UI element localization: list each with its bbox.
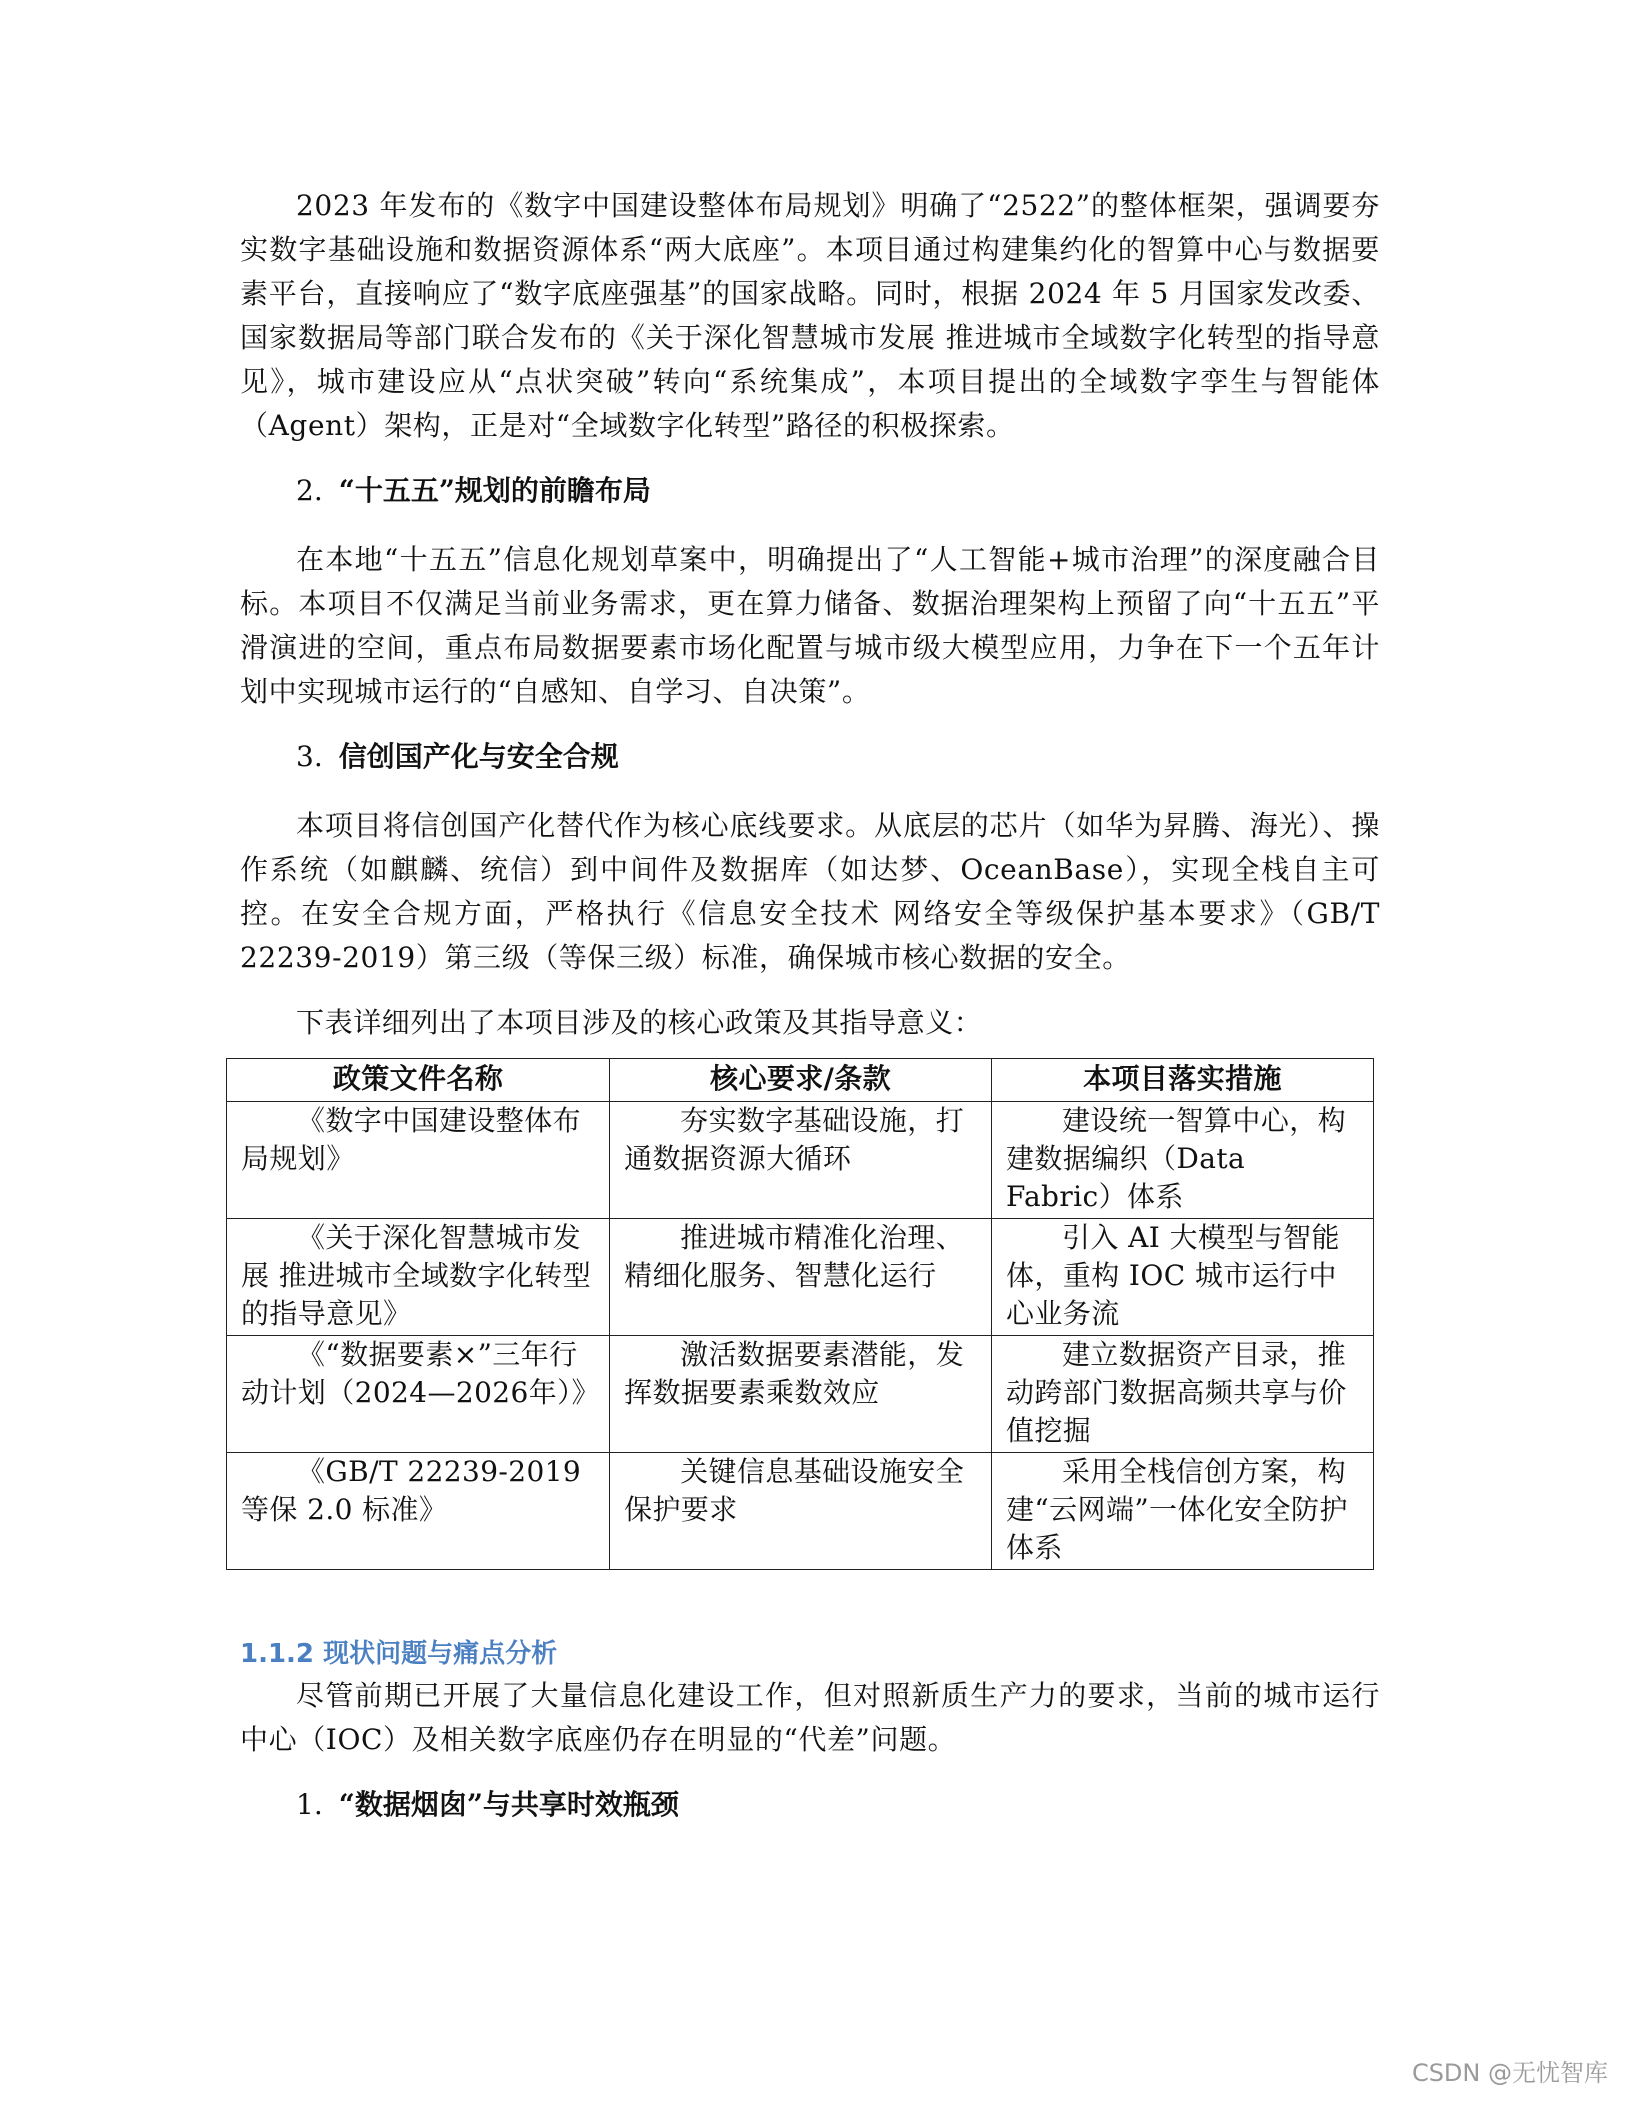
table-cell: 《关于深化智慧城市发展 推进城市全域数字化转型的指导意见》: [227, 1219, 610, 1336]
table-cell: 《数字中国建设整体布局规划》: [227, 1102, 610, 1219]
table-cell: 《GB/T 22239-2019 等保 2.0 标准》: [227, 1453, 610, 1570]
xinchuang-paragraph: 本项目将信创国产化替代作为核心底线要求。从底层的芯片（如华为昇腾、海光）、操作系统（如麒麟、统信）到中间件及数据库（如达梦、OceanBase），实现全栈自主可控。在安全合规方面，严格执行《信息安全技术 网络安全等级保护基本要求》（GB/T 22239-2019）第三级（等保三级）标准，确保城市核心数据的安全。: [240, 809, 1380, 974]
heading-xinchuang: [240, 735, 1380, 779]
table-cell: 建设统一智算中心，构建数据编织（Data Fabric）体系: [992, 1102, 1374, 1219]
heading-text: “十五五”规划的前瞻布局: [338, 474, 651, 507]
table-cell: 关键信息基础设施安全保护要求: [610, 1453, 992, 1570]
heading-number: 2.: [296, 474, 323, 507]
table-cell: 建立数据资产目录，推动跨部门数据高频共享与价值挖掘: [992, 1336, 1374, 1453]
table-cell: 《“数据要素×”三年行动计划（2024—2026年）》: [227, 1336, 610, 1453]
heading-number: 1.: [296, 1788, 323, 1821]
table-intro-paragraph: 下表详细列出了本项目涉及的核心政策及其指导意义：: [296, 1006, 983, 1039]
table-cell: 引入 AI 大模型与智能体，重构 IOC 城市运行中心业务流: [992, 1219, 1374, 1336]
watermark: CSDN @无忧智库: [1411, 2059, 1608, 2087]
header-core-requirement: 核心要求/条款: [610, 1059, 992, 1102]
problem-paragraph: 尽管前期已开展了大量信息化建设工作，但对照新质生产力的要求，当前的城市运行中心（IOC）及相关数字底座仍存在明显的“代差”问题。: [240, 1679, 1380, 1756]
table-cell: 采用全栈信创方案，构建“云网端”一体化安全防护体系: [992, 1453, 1374, 1570]
table-header-row: [227, 1059, 1374, 1102]
intro-paragraph: 2023 年发布的《数字中国建设整体布局规划》明确了“2522”的整体框架，强调要夯实数字基础设施和数据资源体系“两大底座”。本项目通过构建集约化的智算中心与数据要素平台，直接响应了“数字底座强基”的国家战略。同时，根据 2024 年 5 月国家发改委、国家数据局等部门联合发布的《关于深化智慧城市发展 推进城市全域数字化转型的指导意见》，城市建设应从“点状突破”转向“系统集成”，本项目提出的全域数字孪生与智能体（Agent）架构，正是对“全域数字化转型”路径的积极探索。: [240, 189, 1380, 442]
heading-text: “数据烟囱”与共享时效瓶颈: [338, 1788, 679, 1821]
plan-paragraph: 在本地“十五五”信息化规划草案中，明确提出了“人工智能+城市治理”的深度融合目标。本项目不仅满足当前业务需求，更在算力储备、数据治理架构上预留了向“十五五”平滑演进的空间，重点布局数据要素市场化配置与城市级大模型应用，力争在下一个五年计划中实现城市运行的“自感知、自学习、自决策”。: [240, 543, 1380, 708]
header-measures: 本项目落实措施: [992, 1059, 1374, 1102]
table-cell: 夯实数字基础设施，打通数据资源大循环: [610, 1102, 992, 1219]
table-row: [227, 1102, 1374, 1219]
table-cell: 激活数据要素潜能，发挥数据要素乘数效应: [610, 1336, 992, 1453]
policy-table: [226, 1058, 1374, 1570]
heading-text: 信创国产化与安全合规: [338, 740, 619, 773]
table-row: [227, 1219, 1374, 1336]
section-title: 1.1.2 现状问题与痛点分析: [240, 1639, 558, 1669]
heading-number: 3.: [296, 740, 323, 773]
table-row: [227, 1336, 1374, 1453]
heading-15th-plan: [240, 469, 1380, 513]
heading-data-silo: [240, 1783, 1380, 1827]
table-row: [227, 1453, 1374, 1570]
document-page: [240, 184, 1380, 1827]
header-policy-name: 政策文件名称: [227, 1059, 610, 1102]
table-cell: 推进城市精准化治理、精细化服务、智慧化运行: [610, 1219, 992, 1336]
